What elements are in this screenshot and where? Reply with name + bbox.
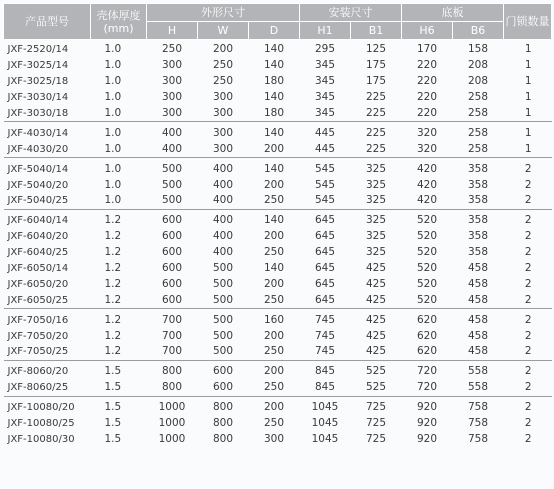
cell-thickness: 1.2 (104, 262, 122, 275)
cell-h: 600 (161, 230, 183, 243)
cell-d: 140 (263, 91, 285, 104)
cell-b1: 525 (365, 381, 387, 394)
cell-d: 250 (263, 381, 285, 394)
cell-d: 200 (263, 329, 285, 342)
cell-h1: 745 (314, 345, 336, 358)
table-row (4, 90, 552, 106)
table-row (4, 364, 552, 380)
table-row (4, 213, 552, 229)
cell-model: JXF-8060/25 (7, 382, 69, 394)
cell-w: 500 (212, 345, 234, 358)
cell-d: 250 (263, 417, 285, 430)
cell-thickness: 1.0 (104, 142, 122, 155)
cell-d: 180 (263, 75, 285, 88)
table-row (4, 344, 552, 360)
cell-h6: 420 (416, 162, 438, 175)
cell-model: JXF-5040/20 (7, 179, 69, 191)
cell-b6: 158 (467, 43, 489, 56)
header-thickness-label: 壳体厚度 (96, 8, 141, 22)
cell-b6: 458 (467, 293, 489, 306)
cell-b6: 458 (467, 345, 489, 358)
cell-h1: 745 (314, 313, 336, 326)
cell-thickness: 1.5 (104, 381, 122, 394)
cell-model: JXF-7050/20 (7, 330, 69, 342)
cell-w: 500 (212, 313, 234, 326)
cell-d: 160 (263, 313, 285, 326)
cell-model: JXF-3030/14 (7, 92, 69, 104)
cell-h6: 520 (416, 277, 438, 290)
cell-w: 400 (212, 194, 234, 207)
header-lock-count: 门锁数量 (504, 4, 552, 40)
cell-h: 500 (161, 162, 183, 175)
cell-h: 250 (161, 43, 183, 56)
cell-h: 300 (161, 107, 183, 119)
cell-lock: 1 (524, 75, 532, 88)
table-row (4, 229, 552, 245)
cell-model: JXF-5040/25 (7, 195, 69, 207)
cell-h1: 745 (314, 329, 336, 342)
cell-h: 300 (161, 59, 183, 72)
cell-lock: 2 (524, 345, 532, 358)
header-sub-b1: B1 (351, 22, 402, 40)
cell-h: 400 (161, 142, 183, 155)
cell-d: 140 (263, 162, 285, 175)
cell-thickness: 1.2 (104, 246, 122, 259)
cell-w: 400 (212, 178, 234, 191)
cell-h: 700 (161, 313, 183, 326)
cell-h: 500 (161, 178, 183, 191)
cell-h1: 1045 (311, 401, 339, 414)
cell-b6: 758 (467, 417, 489, 430)
table-row (4, 380, 552, 396)
cell-h: 300 (161, 91, 183, 104)
cell-lock: 2 (524, 230, 532, 243)
table-row (4, 245, 552, 261)
cell-d: 250 (263, 194, 285, 207)
cell-b6: 358 (467, 162, 489, 175)
cell-b1: 175 (365, 59, 387, 72)
cell-thickness: 1.0 (104, 194, 122, 207)
cell-w: 250 (212, 59, 234, 72)
cell-b1: 525 (365, 365, 387, 378)
cell-w: 400 (212, 230, 234, 243)
cell-h6: 520 (416, 230, 438, 243)
cell-thickness: 1.0 (104, 178, 122, 191)
cell-h6: 720 (416, 381, 438, 394)
cell-h: 800 (161, 365, 183, 378)
cell-lock: 2 (524, 194, 532, 207)
cell-b1: 325 (365, 194, 387, 207)
cell-lock: 2 (524, 365, 532, 378)
cell-model: JXF-8060/20 (7, 366, 69, 378)
table-row (4, 74, 552, 90)
enclosure-spec-table (3, 3, 552, 447)
cell-thickness: 1.2 (104, 329, 122, 342)
cell-h: 400 (161, 126, 183, 139)
cell-b1: 425 (365, 345, 387, 358)
cell-b6: 208 (467, 59, 489, 72)
cell-lock: 2 (524, 293, 532, 306)
cell-h6: 220 (416, 91, 438, 104)
cell-h: 500 (161, 194, 183, 207)
cell-w: 300 (212, 91, 234, 104)
cell-b1: 425 (365, 277, 387, 290)
cell-b1: 225 (365, 107, 387, 119)
cell-h6: 320 (416, 126, 438, 139)
cell-h6: 320 (416, 142, 438, 155)
table-row (4, 292, 552, 308)
cell-b1: 325 (365, 178, 387, 191)
cell-h6: 420 (416, 194, 438, 207)
cell-thickness: 1.0 (104, 75, 122, 88)
cell-h1: 545 (314, 162, 336, 175)
cell-w: 600 (212, 365, 234, 378)
cell-d: 200 (263, 365, 285, 378)
cell-h1: 645 (314, 277, 336, 290)
cell-b6: 358 (467, 178, 489, 191)
cell-h1: 645 (314, 214, 336, 227)
cell-thickness: 1.0 (104, 91, 122, 104)
table-body (4, 40, 552, 448)
cell-thickness: 1.5 (104, 401, 122, 414)
cell-model: JXF-6050/25 (7, 294, 69, 306)
cell-lock: 1 (524, 43, 532, 56)
cell-model: JXF-5040/14 (7, 163, 69, 175)
cell-w: 400 (212, 246, 234, 259)
table-row (4, 416, 552, 432)
cell-h6: 420 (416, 178, 438, 191)
cell-lock: 2 (524, 246, 532, 259)
cell-model: JXF-2520/14 (7, 44, 69, 56)
cell-h: 800 (161, 381, 183, 394)
cell-b6: 358 (467, 230, 489, 243)
cell-b1: 225 (365, 91, 387, 104)
cell-h6: 920 (416, 417, 438, 430)
table-row (4, 125, 552, 141)
cell-thickness: 1.2 (104, 277, 122, 290)
cell-d: 250 (263, 246, 285, 259)
cell-h6: 220 (416, 75, 438, 88)
cell-h: 600 (161, 277, 183, 290)
cell-b6: 458 (467, 277, 489, 290)
table-row (4, 400, 552, 416)
cell-h: 600 (161, 293, 183, 306)
cell-lock: 1 (524, 126, 532, 139)
cell-d: 140 (263, 59, 285, 72)
cell-b1: 325 (365, 214, 387, 227)
header-sub-b6: B6 (453, 22, 504, 40)
header-sub-h1: H1 (300, 22, 351, 40)
cell-w: 800 (212, 401, 234, 414)
cell-d: 200 (263, 277, 285, 290)
cell-model: JXF-3025/18 (7, 76, 69, 88)
cell-h1: 445 (314, 126, 336, 139)
cell-h6: 720 (416, 365, 438, 378)
cell-b6: 458 (467, 262, 489, 275)
cell-h6: 520 (416, 214, 438, 227)
cell-h6: 220 (416, 107, 438, 119)
header-model: 产品型号 (4, 4, 91, 40)
cell-lock: 2 (524, 178, 532, 191)
cell-model: JXF-10080/20 (7, 402, 75, 414)
cell-lock: 1 (524, 91, 532, 104)
cell-b6: 358 (467, 246, 489, 259)
header-base-plate: 底板 (402, 4, 504, 22)
cell-h1: 545 (314, 194, 336, 207)
cell-model: JXF-6040/14 (7, 215, 69, 227)
cell-lock: 1 (524, 107, 532, 119)
cell-lock: 2 (524, 432, 532, 445)
cell-lock: 2 (524, 381, 532, 394)
cell-model: JXF-3025/14 (7, 60, 69, 72)
cell-h1: 345 (314, 75, 336, 88)
cell-b1: 325 (365, 230, 387, 243)
cell-w: 300 (212, 142, 234, 155)
cell-h: 600 (161, 262, 183, 275)
cell-d: 140 (263, 43, 285, 56)
cell-h1: 845 (314, 365, 336, 378)
cell-d: 140 (263, 214, 285, 227)
cell-h1: 545 (314, 178, 336, 191)
cell-h1: 445 (314, 142, 336, 155)
cell-b1: 325 (365, 246, 387, 259)
cell-d: 140 (263, 262, 285, 275)
cell-model: JXF-3030/18 (7, 108, 69, 119)
cell-thickness: 1.0 (104, 43, 122, 56)
cell-model: JXF-10080/25 (7, 418, 75, 430)
cell-lock: 2 (524, 262, 532, 275)
table-row (4, 261, 552, 277)
cell-h6: 620 (416, 345, 438, 358)
cell-thickness: 1.5 (104, 365, 122, 378)
cell-h6: 520 (416, 262, 438, 275)
header-install-size: 安装尺寸 (300, 4, 402, 22)
cell-thickness: 1.0 (104, 162, 122, 175)
cell-h1: 345 (314, 91, 336, 104)
cell-h: 600 (161, 246, 183, 259)
table-row (4, 42, 552, 58)
cell-h1: 345 (314, 107, 336, 119)
table-row (4, 276, 552, 292)
cell-b6: 458 (467, 313, 489, 326)
cell-w: 400 (212, 214, 234, 227)
cell-b6: 258 (467, 107, 489, 119)
cell-w: 200 (212, 43, 234, 56)
cell-h1: 645 (314, 230, 336, 243)
cell-h1: 295 (314, 43, 336, 56)
cell-d: 250 (263, 345, 285, 358)
cell-model: JXF-6040/25 (7, 247, 69, 259)
cell-thickness: 1.2 (104, 345, 122, 358)
cell-d: 180 (263, 107, 285, 119)
cell-w: 500 (212, 277, 234, 290)
cell-w: 400 (212, 162, 234, 175)
cell-thickness: 1.5 (104, 417, 122, 430)
cell-h: 1000 (158, 417, 186, 430)
cell-d: 140 (263, 126, 285, 139)
cell-w: 500 (212, 329, 234, 342)
cell-model: JXF-6050/20 (7, 278, 69, 290)
cell-b1: 425 (365, 262, 387, 275)
cell-lock: 1 (524, 59, 532, 72)
cell-thickness: 1.0 (104, 59, 122, 72)
cell-b1: 225 (365, 126, 387, 139)
cell-h6: 620 (416, 329, 438, 342)
cell-h1: 845 (314, 381, 336, 394)
table-header (4, 4, 552, 40)
cell-b6: 208 (467, 75, 489, 88)
cell-thickness: 1.2 (104, 214, 122, 227)
cell-lock: 2 (524, 214, 532, 227)
cell-d: 250 (263, 293, 285, 306)
cell-lock: 2 (524, 277, 532, 290)
cell-b6: 758 (467, 401, 489, 414)
cell-h1: 345 (314, 59, 336, 72)
cell-h1: 645 (314, 262, 336, 275)
table-row (4, 177, 552, 193)
cell-model: JXF-6040/20 (7, 231, 69, 243)
cell-b1: 425 (365, 329, 387, 342)
cell-b6: 558 (467, 381, 489, 394)
cell-w: 800 (212, 432, 234, 445)
cell-b6: 458 (467, 329, 489, 342)
cell-b1: 325 (365, 162, 387, 175)
cell-h6: 220 (416, 59, 438, 72)
cell-thickness: 1.2 (104, 313, 122, 326)
cell-b1: 725 (365, 417, 387, 430)
cell-h6: 520 (416, 246, 438, 259)
cell-model: JXF-4030/20 (7, 143, 69, 155)
cell-h: 700 (161, 329, 183, 342)
cell-d: 200 (263, 142, 285, 155)
cell-thickness: 1.0 (104, 107, 122, 119)
cell-h1: 1045 (311, 432, 339, 445)
cell-lock: 2 (524, 162, 532, 175)
cell-d: 200 (263, 178, 285, 191)
cell-w: 800 (212, 417, 234, 430)
cell-model: JXF-10080/30 (7, 433, 75, 445)
table-row (4, 193, 552, 209)
cell-w: 300 (212, 107, 234, 119)
cell-w: 500 (212, 293, 234, 306)
cell-thickness: 1.2 (104, 293, 122, 306)
cell-thickness: 1.5 (104, 432, 122, 445)
cell-h6: 520 (416, 293, 438, 306)
cell-d: 200 (263, 230, 285, 243)
cell-b6: 258 (467, 126, 489, 139)
cell-b6: 558 (467, 365, 489, 378)
cell-b1: 425 (365, 313, 387, 326)
cell-h6: 920 (416, 432, 438, 445)
header-sub-h6: H6 (402, 22, 453, 40)
cell-b6: 258 (467, 91, 489, 104)
cell-h1: 1045 (311, 417, 339, 430)
cell-lock: 2 (524, 313, 532, 326)
cell-w: 300 (212, 126, 234, 139)
cell-h6: 170 (416, 43, 438, 56)
cell-d: 300 (263, 432, 285, 445)
cell-h1: 645 (314, 293, 336, 306)
cell-lock: 2 (524, 401, 532, 414)
table-row (4, 58, 552, 74)
table-row (4, 161, 552, 177)
cell-b6: 758 (467, 432, 489, 445)
cell-b6: 358 (467, 214, 489, 227)
table-row (4, 106, 552, 122)
cell-h1: 645 (314, 246, 336, 259)
header-thickness (91, 4, 147, 40)
table-row (4, 431, 552, 447)
cell-b1: 725 (365, 401, 387, 414)
cell-b1: 125 (365, 43, 387, 56)
cell-h: 1000 (158, 432, 186, 445)
cell-model: JXF-6050/14 (7, 263, 69, 275)
header-sub-d: D (249, 22, 300, 40)
cell-thickness: 1.2 (104, 230, 122, 243)
cell-b6: 358 (467, 194, 489, 207)
header-sub-h: H (147, 22, 198, 40)
cell-h6: 620 (416, 313, 438, 326)
cell-h: 600 (161, 214, 183, 227)
cell-h: 1000 (158, 401, 186, 414)
table-row (4, 141, 552, 157)
cell-h: 700 (161, 345, 183, 358)
header-thickness-unit: (mm) (103, 21, 134, 35)
cell-lock: 1 (524, 142, 532, 155)
cell-d: 200 (263, 401, 285, 414)
cell-model: JXF-7050/25 (7, 346, 69, 358)
cell-h6: 920 (416, 401, 438, 414)
cell-w: 500 (212, 262, 234, 275)
cell-lock: 2 (524, 417, 532, 430)
cell-b1: 425 (365, 293, 387, 306)
cell-b1: 225 (365, 142, 387, 155)
table-row (4, 328, 552, 344)
cell-lock: 2 (524, 329, 532, 342)
cell-model: JXF-7050/16 (7, 314, 69, 326)
cell-w: 250 (212, 75, 234, 88)
cell-thickness: 1.0 (104, 126, 122, 139)
cell-w: 600 (212, 381, 234, 394)
table-row (4, 312, 552, 328)
header-outer-size: 外形尺寸 (147, 4, 300, 22)
cell-b6: 258 (467, 142, 489, 155)
header-sub-w: W (198, 22, 249, 40)
cell-b1: 725 (365, 432, 387, 445)
cell-h: 300 (161, 75, 183, 88)
cell-model: JXF-4030/14 (7, 127, 69, 139)
cell-b1: 175 (365, 75, 387, 88)
